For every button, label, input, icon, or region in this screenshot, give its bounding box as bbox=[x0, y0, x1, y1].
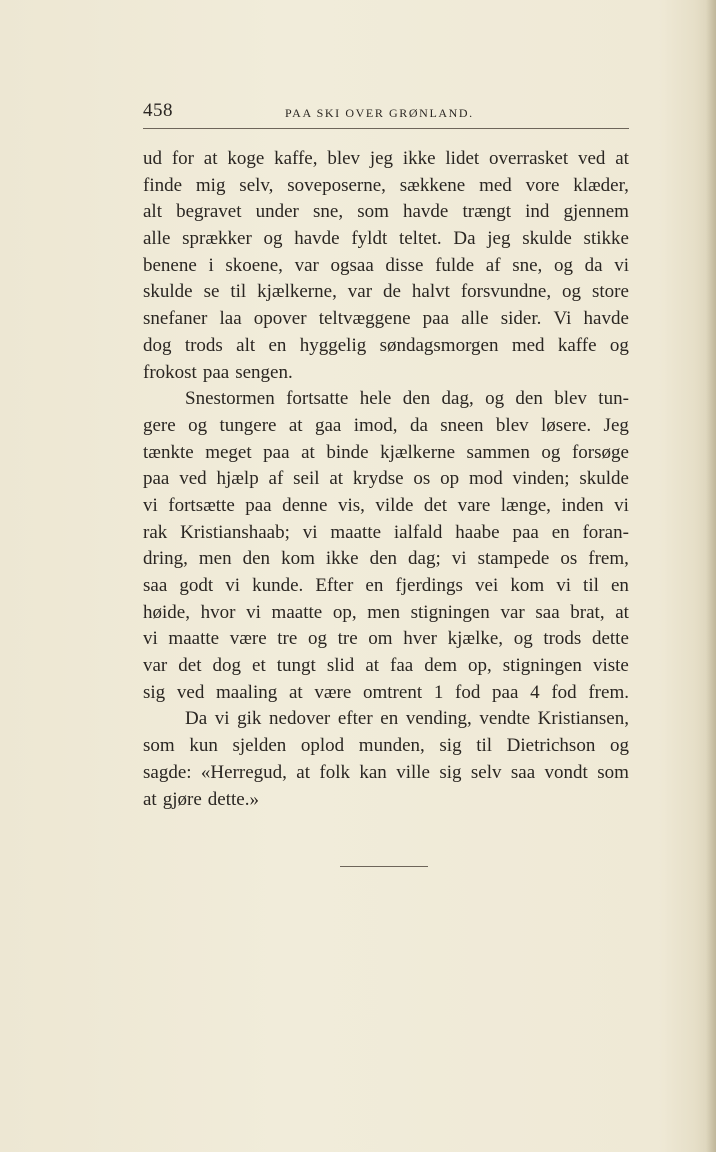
word: og bbox=[188, 414, 208, 436]
word: godt bbox=[179, 575, 214, 596]
word: vi bbox=[556, 575, 571, 596]
word: maatte bbox=[330, 521, 382, 543]
word: fulde bbox=[435, 254, 475, 276]
word: at bbox=[365, 655, 380, 677]
word: klæder, bbox=[573, 174, 629, 196]
word: til bbox=[476, 735, 493, 757]
header-rule bbox=[143, 128, 629, 129]
word: fortsatte bbox=[286, 388, 349, 410]
word: ville bbox=[396, 761, 430, 783]
word: vei bbox=[475, 575, 499, 596]
text-line bbox=[143, 226, 629, 253]
word: da bbox=[584, 254, 603, 276]
word: være bbox=[229, 628, 267, 650]
word: den bbox=[515, 388, 543, 410]
word: fod bbox=[551, 681, 577, 703]
word: frem. bbox=[588, 681, 629, 703]
word: at bbox=[288, 414, 303, 436]
word: alle bbox=[143, 228, 171, 250]
word: seil bbox=[293, 468, 320, 490]
word: som bbox=[597, 761, 629, 783]
word: at bbox=[203, 148, 218, 169]
text-line bbox=[143, 360, 629, 387]
word: fod bbox=[455, 681, 481, 703]
word: forsøge bbox=[571, 441, 629, 463]
word: inden bbox=[561, 494, 604, 516]
word: til bbox=[583, 575, 599, 596]
word: ikke bbox=[325, 548, 359, 570]
word: vilde bbox=[375, 494, 414, 516]
word: og bbox=[263, 228, 283, 250]
word: paa bbox=[492, 681, 519, 703]
word: under bbox=[255, 201, 299, 223]
word: sider. bbox=[500, 308, 542, 330]
word: Vi bbox=[553, 308, 572, 330]
word: vi bbox=[246, 601, 261, 623]
word: gjennem bbox=[563, 201, 629, 223]
word: dog bbox=[143, 334, 172, 356]
word: paa bbox=[422, 308, 450, 330]
running-head: PAA SKI OVER GRØNLAND. bbox=[285, 106, 474, 120]
word: 1 bbox=[433, 681, 444, 703]
word: blev bbox=[327, 148, 361, 169]
word: de bbox=[383, 281, 401, 303]
word: soveposerne, bbox=[287, 174, 386, 196]
word: at bbox=[296, 761, 311, 783]
word: af bbox=[268, 468, 284, 490]
word: trængt bbox=[462, 201, 512, 223]
word: søndagsmorgen bbox=[379, 334, 499, 356]
text-line bbox=[143, 199, 629, 226]
word: vi bbox=[614, 254, 629, 276]
word: ind bbox=[525, 201, 550, 223]
word: denne bbox=[282, 494, 328, 516]
word: Da bbox=[185, 708, 208, 730]
word: sig bbox=[143, 681, 166, 703]
word: Dietrichson bbox=[506, 735, 596, 757]
word: «Herregud, bbox=[200, 761, 287, 783]
word: begravet bbox=[176, 201, 242, 223]
word: havde bbox=[583, 308, 629, 330]
word: tun- bbox=[598, 388, 629, 410]
text-line bbox=[143, 440, 629, 467]
word: overrasket bbox=[489, 148, 569, 169]
word: frem, bbox=[588, 548, 629, 570]
word: hele bbox=[359, 388, 392, 410]
word: sjelden bbox=[232, 735, 287, 757]
word: som bbox=[357, 201, 389, 223]
word: opover bbox=[253, 308, 307, 330]
word: vi bbox=[614, 494, 629, 516]
word: hver bbox=[403, 628, 437, 650]
word: krydse bbox=[352, 468, 404, 490]
word: slid bbox=[326, 655, 355, 677]
word: paa bbox=[512, 521, 539, 543]
word: da bbox=[409, 414, 428, 436]
word: være bbox=[314, 681, 352, 703]
word: saa bbox=[143, 575, 168, 596]
word: kaffe, bbox=[274, 148, 318, 169]
word: paa bbox=[263, 441, 290, 463]
word: sammen bbox=[466, 441, 530, 463]
word: sne, bbox=[512, 254, 543, 276]
word: Kristiansen, bbox=[537, 708, 629, 730]
word: trods bbox=[184, 334, 223, 356]
word: teltvæggene bbox=[318, 308, 411, 330]
word: og bbox=[513, 628, 533, 650]
word: en bbox=[268, 334, 287, 356]
word: alle bbox=[461, 308, 489, 330]
word: længe, bbox=[500, 494, 551, 516]
word: vare bbox=[457, 494, 491, 516]
word: vi bbox=[214, 708, 230, 730]
word: mod bbox=[468, 468, 503, 490]
text-line bbox=[143, 146, 629, 173]
word: faa bbox=[390, 655, 414, 677]
word: det bbox=[423, 494, 448, 516]
word: ved bbox=[179, 468, 207, 490]
word: op, bbox=[332, 601, 357, 623]
text-line bbox=[143, 466, 629, 493]
text-line bbox=[143, 787, 629, 814]
word: at bbox=[301, 441, 315, 463]
text-line bbox=[143, 653, 629, 680]
word: og bbox=[562, 281, 582, 303]
word: som bbox=[143, 735, 175, 757]
word: fyldt bbox=[351, 228, 388, 250]
word: at bbox=[615, 601, 629, 623]
text-line bbox=[143, 306, 629, 333]
text-line bbox=[143, 413, 629, 440]
word: vondt bbox=[544, 761, 588, 783]
text-line bbox=[143, 520, 629, 547]
word: med bbox=[479, 174, 512, 196]
word: disse bbox=[385, 254, 424, 276]
word: gere bbox=[143, 414, 176, 436]
word: Snestormen bbox=[185, 388, 275, 410]
text-line bbox=[143, 680, 629, 707]
word: maatte bbox=[168, 628, 220, 650]
word: sengen. bbox=[235, 361, 293, 383]
text-line bbox=[143, 279, 629, 306]
word: foran- bbox=[582, 521, 629, 543]
word: vendte bbox=[479, 708, 531, 730]
word: omtrent bbox=[363, 681, 423, 703]
word: dag, bbox=[441, 388, 474, 410]
word: sne, bbox=[313, 201, 344, 223]
word: haabe bbox=[455, 521, 500, 543]
word: sneen bbox=[440, 414, 484, 436]
word: jeg bbox=[487, 228, 511, 250]
word: laa bbox=[219, 308, 242, 330]
word: skulde bbox=[143, 281, 193, 303]
word: brat, bbox=[570, 601, 605, 623]
word: vending, bbox=[405, 708, 472, 730]
word: sprækker bbox=[182, 228, 252, 250]
word: fortsætte bbox=[168, 494, 235, 516]
text-line bbox=[143, 760, 629, 787]
word: skulde bbox=[579, 468, 629, 490]
word: med bbox=[511, 334, 545, 356]
word: var bbox=[143, 655, 168, 677]
word: men bbox=[198, 548, 232, 570]
word: Kristianshaab; bbox=[180, 521, 290, 543]
word: trods bbox=[543, 628, 582, 650]
word: at bbox=[329, 468, 344, 490]
word: vi bbox=[143, 628, 158, 650]
word: frokost bbox=[143, 361, 197, 383]
word: kjælkerne, bbox=[257, 281, 337, 303]
text-line bbox=[143, 626, 629, 653]
word: binde bbox=[326, 441, 369, 463]
word: kom bbox=[510, 575, 545, 596]
word: ved bbox=[176, 681, 205, 703]
word: op, bbox=[468, 655, 492, 677]
word: os bbox=[413, 468, 431, 490]
word: en bbox=[365, 575, 384, 596]
word: viste bbox=[592, 655, 629, 677]
word: ved bbox=[577, 148, 606, 169]
word: høide, bbox=[143, 601, 190, 623]
word: vinden; bbox=[512, 468, 570, 490]
word: sig bbox=[439, 735, 462, 757]
word: Efter bbox=[315, 575, 354, 596]
word: kaffe bbox=[557, 334, 597, 356]
word: ikke bbox=[402, 148, 436, 169]
word: finde bbox=[143, 174, 183, 196]
word: vi bbox=[225, 575, 240, 596]
word: op bbox=[440, 468, 460, 490]
word: havde bbox=[402, 201, 449, 223]
word: ogsaa bbox=[330, 254, 374, 276]
word: at bbox=[615, 148, 629, 169]
text-line bbox=[143, 546, 629, 573]
word: løsere. bbox=[541, 414, 592, 436]
word: mig bbox=[195, 174, 226, 196]
word: selv bbox=[470, 761, 502, 783]
word: alt bbox=[143, 201, 162, 223]
word: stigningen bbox=[410, 601, 490, 623]
word: fjerdings bbox=[395, 575, 463, 596]
word: gaa bbox=[314, 414, 342, 436]
word: sig bbox=[439, 761, 462, 783]
word: gik bbox=[237, 708, 262, 730]
word: og bbox=[609, 334, 629, 356]
word: var bbox=[500, 601, 525, 623]
word: munden, bbox=[358, 735, 425, 757]
word: i bbox=[208, 254, 214, 276]
word: halvt bbox=[411, 281, 450, 303]
word: alt bbox=[236, 334, 256, 356]
word: tungere bbox=[219, 414, 277, 436]
word: til bbox=[230, 281, 247, 303]
word: saa bbox=[535, 601, 560, 623]
word: kjælke, bbox=[447, 628, 504, 650]
word: koge bbox=[227, 148, 265, 169]
word: og bbox=[609, 735, 629, 757]
word: og bbox=[485, 388, 505, 410]
word: vore bbox=[525, 174, 560, 196]
word: stigningen bbox=[502, 655, 582, 677]
word: hyggelig bbox=[299, 334, 367, 356]
word: men bbox=[367, 601, 400, 623]
word: et bbox=[252, 655, 266, 677]
word: kun bbox=[189, 735, 218, 757]
word: maaling bbox=[216, 681, 278, 703]
word: dog bbox=[212, 655, 242, 677]
body-text bbox=[143, 146, 629, 813]
word: blev bbox=[554, 388, 587, 410]
word: gjøre bbox=[162, 788, 202, 810]
word: maatte bbox=[271, 601, 323, 623]
word: det bbox=[178, 655, 202, 677]
word: selv, bbox=[239, 174, 274, 196]
word: dring, bbox=[143, 548, 188, 570]
word: af bbox=[485, 254, 501, 276]
word: dette bbox=[591, 628, 629, 650]
word: paa bbox=[202, 361, 230, 383]
word: at bbox=[143, 788, 157, 810]
word: meget bbox=[205, 441, 252, 463]
word: stampede bbox=[477, 548, 550, 570]
word: den bbox=[402, 388, 431, 410]
word: at bbox=[288, 681, 303, 703]
word: nedover bbox=[269, 708, 331, 730]
word: saa bbox=[510, 761, 536, 783]
word: kom bbox=[281, 548, 315, 570]
word: tre bbox=[337, 628, 358, 650]
word: tre bbox=[277, 628, 298, 650]
word: efter bbox=[337, 708, 373, 730]
word: hjælp bbox=[216, 468, 259, 490]
word: for bbox=[171, 148, 194, 169]
word: vi bbox=[143, 494, 158, 516]
text-line bbox=[143, 733, 629, 760]
word: dag; bbox=[408, 548, 441, 570]
word: 4 bbox=[530, 681, 540, 703]
word: paa bbox=[245, 494, 272, 516]
word: og bbox=[553, 254, 573, 276]
page-edge-shadow bbox=[706, 0, 716, 1152]
word: var bbox=[294, 254, 319, 276]
word: havde bbox=[294, 228, 340, 250]
word: var bbox=[347, 281, 373, 303]
word: imod, bbox=[353, 414, 398, 436]
word: folk bbox=[319, 761, 350, 783]
word: om bbox=[368, 628, 393, 650]
word: Da bbox=[453, 228, 476, 250]
word: snefaner bbox=[143, 308, 208, 330]
word: stikke bbox=[583, 228, 629, 250]
word: teltet. bbox=[398, 228, 442, 250]
word: paa bbox=[143, 468, 170, 490]
text-line bbox=[143, 173, 629, 200]
word: skoene, bbox=[225, 254, 283, 276]
page-header bbox=[143, 100, 629, 128]
word: skulde bbox=[522, 228, 572, 250]
word: ud bbox=[143, 148, 162, 169]
word: blev bbox=[495, 414, 529, 436]
word: dem bbox=[424, 655, 457, 677]
word: dette.» bbox=[207, 788, 259, 810]
word: ialfald bbox=[393, 521, 443, 543]
word: vi bbox=[302, 521, 318, 543]
word: sagde: bbox=[143, 761, 192, 783]
word: lidet bbox=[445, 148, 480, 169]
word: oplod bbox=[300, 735, 345, 757]
word: hvor bbox=[200, 601, 236, 623]
word: vi bbox=[451, 548, 467, 570]
word: tænkte bbox=[143, 441, 194, 463]
word: en bbox=[610, 575, 629, 596]
word: tungt bbox=[276, 655, 316, 677]
text-line bbox=[143, 493, 629, 520]
text-line bbox=[143, 573, 629, 600]
page-number: 458 bbox=[143, 100, 173, 121]
text-line bbox=[143, 600, 629, 627]
text-line bbox=[143, 706, 629, 733]
text-line bbox=[143, 253, 629, 280]
word: kan bbox=[359, 761, 387, 783]
word: Jeg bbox=[603, 414, 629, 436]
word: og bbox=[541, 441, 561, 463]
text-line bbox=[143, 386, 629, 413]
word: en bbox=[380, 708, 399, 730]
word: en bbox=[551, 521, 570, 543]
chapter-end-rule bbox=[340, 866, 428, 867]
word: forsvundne, bbox=[460, 281, 552, 303]
word: den bbox=[369, 548, 398, 570]
word: benene bbox=[143, 254, 197, 276]
word: vis, bbox=[337, 494, 365, 516]
word: kjælkerne bbox=[380, 441, 456, 463]
word: og bbox=[307, 628, 327, 650]
word: den bbox=[242, 548, 271, 570]
text-line bbox=[143, 333, 629, 360]
word: kunde. bbox=[252, 575, 304, 596]
word: sækkene bbox=[399, 174, 466, 196]
word: jeg bbox=[369, 148, 394, 169]
word: store bbox=[591, 281, 629, 303]
word: os bbox=[560, 548, 578, 570]
word: rak bbox=[143, 521, 168, 543]
word: se bbox=[203, 281, 220, 303]
